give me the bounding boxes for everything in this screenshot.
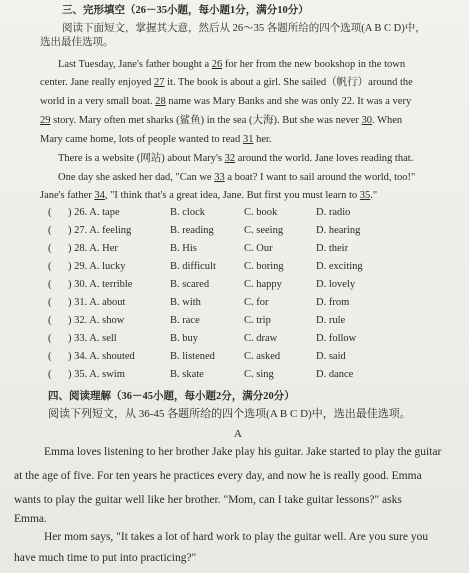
passage-line: One day she asked her dad, "Can we 33 a boat? I want to sail around the world, too!" [58,172,416,183]
option-row: ( ) 34. A. shouted B. listened C. asked D. said [48,351,346,362]
option-row: ( ) 26. A. tape B. clock C. book D. radio [48,207,351,218]
blank-34: 34 [94,190,105,201]
passage-line: Jane's father 34, "I think that's a great idea, Jane. But first you must learn to 35." [40,190,378,201]
option-row: ( ) 27. A. feeling B. reading C. seeing D. hearing [48,225,361,236]
passage-label: A [234,428,242,440]
blank-29: 29 [40,115,51,126]
blank-32: 32 [224,153,236,164]
section4-heading: 四、阅读理解（36－45小题，每小题2分，满分20分） [48,391,295,402]
option-row: ( ) 29. A. lucky B. difficult C. boring D. exciting [48,261,363,272]
blank-35: 35 [359,190,371,201]
passage-line: Emma loves listening to her brother Jake play his guitar. Jake started to play the guitar [44,446,442,458]
passage-line: Mary came home, lots of people wanted to read 31 her. [40,134,272,145]
option-row: ( ) 30. A. terrible B. scared C. happy D. lovely [48,279,356,290]
option-row: ( ) 31. A. about B. with C. for D. from [48,297,350,308]
section3-heading: 三、完形填空（26－35小题，每小题1分，满分10分） [62,5,309,16]
section3-instruction-line1: 阅读下面短文，掌握其大意，然后从 26～35 各题所给的四个选项(A B C D)中， [62,23,426,34]
passage-line: Last Tuesday, Jane's father bought a 26 for her from the new bookshop in the town [58,59,406,70]
passage-line: Emma. [14,513,47,525]
passage-line: wants to play the guitar well like her brother. "Mom, can I take guitar lessons?" asks [14,494,402,506]
blank-31: 31 [242,134,254,145]
passage-line: center. Jane really enjoyed 27 it. The book is about a girl. She sailed（帆行）around the [40,77,413,88]
option-row: ( ) 35. A. swim B. skate C. sing D. dance [48,369,354,380]
blank-28: 28 [155,96,166,107]
option-row: ( ) 33. A. sell B. buy C. draw D. follow [48,333,357,344]
passage-line: There is a website (网站) about Mary's 32 around the world. Jane loves reading that. [58,153,414,164]
section4-instruction: 阅读下列短文，从 36-45 各题所给的四个选项(A B C D)中，选出最佳选项。 [48,408,411,420]
passage-line: have much time to put into practicing?" [14,552,197,564]
blank-27: 27 [154,77,165,88]
passage-line: world in a very small boat. 28 name was Mary Banks and she was only 22. It was a very [40,96,412,107]
blank-33: 33 [214,172,225,183]
passage-line: at the age of five. For ten years he practices every day, and now he is really good. Emma [14,470,422,482]
blank-30: 30 [361,115,373,126]
blank-26: 26 [211,59,223,70]
passage-line: 29 story. Mary often met sharks (鲨鱼) in the sea (大海). But she was never 30. When [40,115,403,126]
option-row: ( ) 28. A. Her B. His C. Our D. their [48,243,349,254]
option-row: ( ) 32. A. show B. race C. trip D. rule [48,315,346,326]
passage-line: Her mom says, "It takes a lot of hard work to play the guitar well. Are you sure you [44,531,429,543]
section3-instruction-line2: 选出最佳选项。 [40,37,114,48]
